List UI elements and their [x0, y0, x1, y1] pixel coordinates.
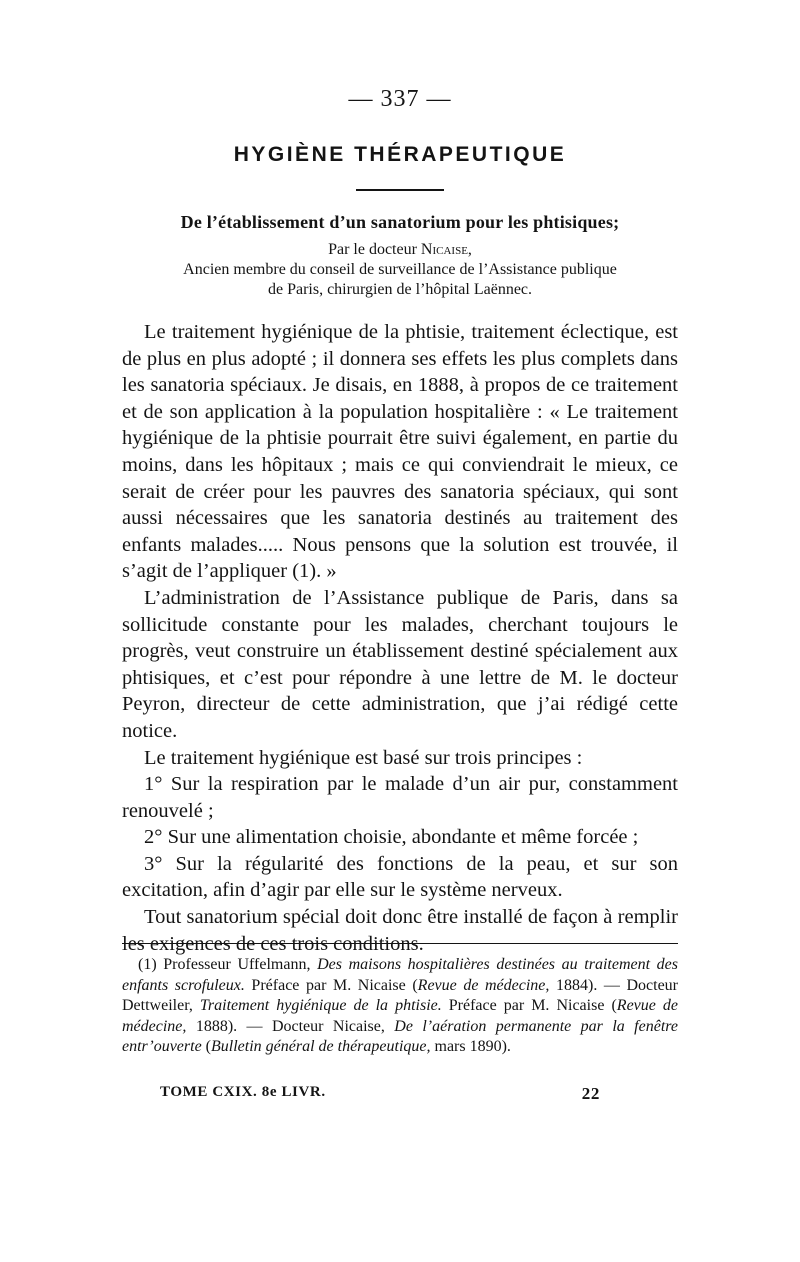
body-paragraph: 3° Sur la régularité des fonctions de la peau, et sur son excitation, afin d’agir par elle sur le système nerveux.	[122, 852, 678, 902]
byline-affiliation-2: de Paris, chirurgien de l’hôpital Laënnec.	[267, 281, 533, 298]
signature-mark: 22	[581, 1084, 600, 1103]
footnote-italic: Traitement hygiénique de la phtisie.	[199, 997, 442, 1014]
footnote-italic: Revue de médecine,	[122, 997, 678, 1035]
footnote-segment: mars 1890).	[430, 1038, 511, 1055]
footnote-italic: Des maisons hospitalières destinées au traitement des enfants scrofuleux.	[122, 956, 678, 994]
footnote-segment: 1884). — Docteur Dettweiler,	[122, 976, 679, 1014]
footnote-divider	[122, 943, 678, 944]
body-paragraph: L’administration de l’Assistance publique de Paris, dans sa sollicitude constante pour les malades, cherchant toujours le progrès, veut construire un établissement destiné spécialement aux phtisiques, et c’est pour répondre à une lettre de M. le docteur Peyron, directeur de cette administration, que j’ai rédigé cette notice.	[122, 586, 678, 742]
footnote-italic: Revue de médecine,	[417, 976, 550, 994]
page-number: — 337 —	[348, 86, 452, 112]
article-title: De l’établissement d’un sanatorium pour les phtisiques;	[180, 212, 620, 232]
byline-affiliation-1: Ancien membre du conseil de surveillance de l’Assistance publique	[183, 261, 617, 278]
title-divider	[356, 189, 444, 191]
footnote-segment: Préface par M. Nicaise (	[441, 997, 617, 1014]
footnote-segment: (	[201, 1038, 211, 1055]
body-paragraph: Le traitement hygiénique est basé sur trois principes :	[144, 746, 583, 769]
byline	[0, 240, 800, 300]
footnote-italic: Bulletin général de thérapeutique,	[211, 1038, 431, 1055]
body-paragraph: Tout sanatorium spécial doit donc être installé de façon à remplir les exigences de ces trois conditions.	[122, 906, 678, 955]
body-paragraph: 2° Sur une alimentation choisie, abondante et même forcée ;	[144, 826, 639, 849]
volume-label: TOME CXIX. 8e LIVR.	[160, 1084, 326, 1100]
byline-prefix: Par le docteur	[328, 241, 421, 258]
article-body	[122, 319, 678, 957]
footnote-segment: (1) Professeur Uffelmann,	[138, 956, 318, 973]
body-paragraph: Le traitement hygiénique de la phtisie, traitement éclectique, est de plus en plus adopté ; il donnera ses effets les plus complets dans les sanatoria spéciaux. Je disais, en 1888, à propos de ce traitement et de son application à la population hospitalière : « Le traitement hygiénique de la phtisie pourrait être suivi également, en partie du moins, dans les hôpitaux ; mais ce qui conviendrait le mieux, ce serait de créer pour les pauvres des sanatoria spéciaux, qui sont aussi nécessaires que les sanatoria destinés au traitement des enfants malades..... Nous pensons que la solution est trouvée, il s’agit de l’appliquer (1). »	[122, 321, 678, 583]
section-title: HYGIÈNE THÉRAPEUTIQUE	[233, 143, 567, 166]
footnote-segment: 1888). — Docteur Nicaise,	[186, 1017, 395, 1035]
body-paragraph: 1° Sur la respiration par le malade d’un air pur, constamment renouvelé ;	[122, 773, 678, 822]
byline-author: Nicaise,	[420, 241, 472, 258]
byline-author-line	[0, 240, 800, 260]
footnote-italic: De l’aération permanente par la fenêtre entr’ouverte	[122, 1017, 678, 1055]
footnote-segment: Préface par M. Nicaise (	[244, 976, 418, 994]
footnote-text	[122, 955, 678, 1058]
footnote	[122, 955, 678, 1058]
